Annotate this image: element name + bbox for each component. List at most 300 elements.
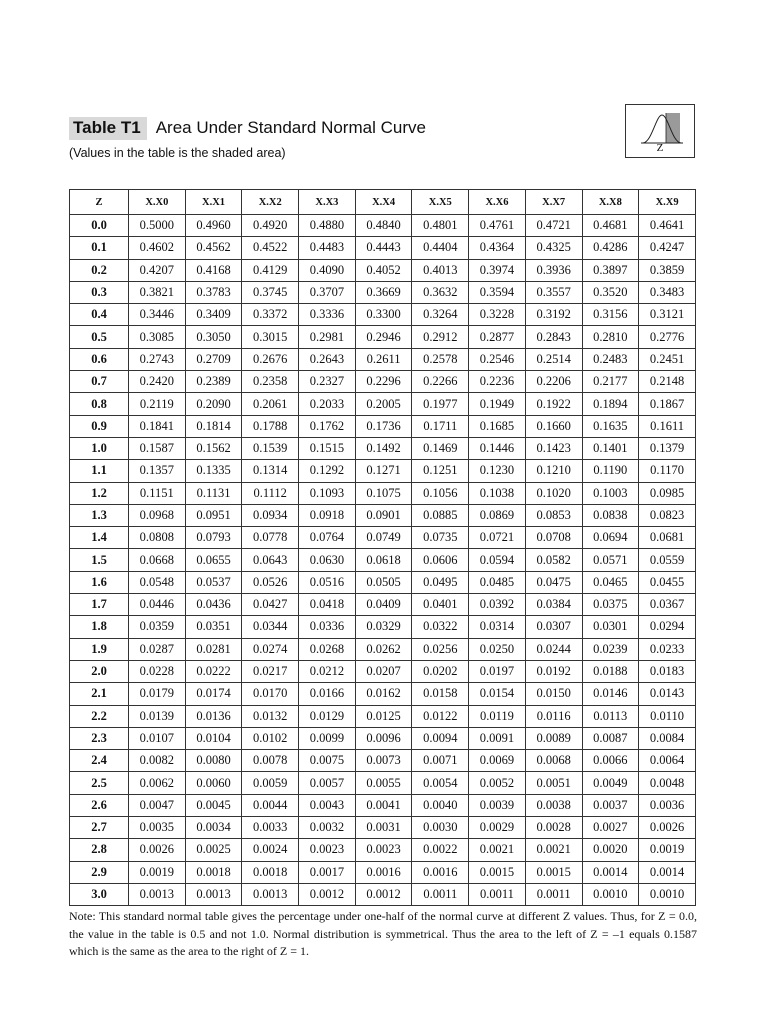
z-value-cell: 0.5 bbox=[70, 326, 129, 348]
area-value-cell: 0.0062 bbox=[129, 772, 186, 794]
area-value-cell: 0.0351 bbox=[185, 616, 242, 638]
header-z: Z bbox=[70, 190, 129, 215]
area-value-cell: 0.0287 bbox=[129, 638, 186, 660]
area-value-cell: 0.3557 bbox=[525, 281, 582, 303]
area-value-cell: 0.2877 bbox=[469, 326, 526, 348]
z-value-cell: 0.0 bbox=[70, 215, 129, 237]
area-value-cell: 0.0166 bbox=[299, 683, 356, 705]
area-value-cell: 0.0102 bbox=[242, 727, 299, 749]
area-value-cell: 0.2061 bbox=[242, 393, 299, 415]
area-value-cell: 0.0228 bbox=[129, 660, 186, 682]
area-value-cell: 0.3156 bbox=[582, 304, 639, 326]
area-value-cell: 0.0017 bbox=[299, 861, 356, 883]
area-value-cell: 0.0571 bbox=[582, 549, 639, 571]
area-value-cell: 0.1977 bbox=[412, 393, 469, 415]
area-value-cell: 0.0018 bbox=[185, 861, 242, 883]
table-row bbox=[70, 527, 696, 549]
area-value-cell: 0.1539 bbox=[242, 437, 299, 459]
area-value-cell: 0.4247 bbox=[639, 237, 696, 259]
area-value-cell: 0.0162 bbox=[355, 683, 412, 705]
area-value-cell: 0.0436 bbox=[185, 594, 242, 616]
area-value-cell: 0.0681 bbox=[639, 527, 696, 549]
area-value-cell: 0.2033 bbox=[299, 393, 356, 415]
table-row bbox=[70, 750, 696, 772]
area-value-cell: 0.3669 bbox=[355, 281, 412, 303]
area-value-cell: 0.0516 bbox=[299, 571, 356, 593]
area-value-cell: 0.0359 bbox=[129, 616, 186, 638]
table-label: Table T1 bbox=[69, 117, 147, 140]
area-value-cell: 0.0322 bbox=[412, 616, 469, 638]
area-value-cell: 0.0038 bbox=[525, 794, 582, 816]
area-value-cell: 0.1190 bbox=[582, 460, 639, 482]
area-value-cell: 0.1814 bbox=[185, 415, 242, 437]
area-value-cell: 0.4960 bbox=[185, 215, 242, 237]
area-value-cell: 0.3192 bbox=[525, 304, 582, 326]
area-value-cell: 0.0375 bbox=[582, 594, 639, 616]
area-value-cell: 0.0559 bbox=[639, 549, 696, 571]
area-value-cell: 0.0418 bbox=[299, 594, 356, 616]
area-value-cell: 0.0129 bbox=[299, 705, 356, 727]
area-value-cell: 0.1401 bbox=[582, 437, 639, 459]
area-value-cell: 0.0222 bbox=[185, 660, 242, 682]
area-value-cell: 0.0606 bbox=[412, 549, 469, 571]
area-value-cell: 0.3594 bbox=[469, 281, 526, 303]
z-value-cell: 2.5 bbox=[70, 772, 129, 794]
header-col: X.X1 bbox=[185, 190, 242, 215]
area-value-cell: 0.0013 bbox=[129, 883, 186, 905]
area-value-cell: 0.1922 bbox=[525, 393, 582, 415]
table-row bbox=[70, 817, 696, 839]
area-value-cell: 0.0023 bbox=[355, 839, 412, 861]
area-value-cell: 0.0036 bbox=[639, 794, 696, 816]
area-value-cell: 0.4286 bbox=[582, 237, 639, 259]
z-table-body bbox=[70, 215, 696, 906]
area-value-cell: 0.2912 bbox=[412, 326, 469, 348]
area-value-cell: 0.0019 bbox=[129, 861, 186, 883]
area-value-cell: 0.0014 bbox=[582, 861, 639, 883]
header-row bbox=[70, 190, 696, 215]
area-value-cell: 0.0495 bbox=[412, 571, 469, 593]
area-value-cell: 0.0268 bbox=[299, 638, 356, 660]
area-value-cell: 0.0116 bbox=[525, 705, 582, 727]
area-value-cell: 0.0336 bbox=[299, 616, 356, 638]
area-value-cell: 0.0455 bbox=[639, 571, 696, 593]
area-value-cell: 0.0250 bbox=[469, 638, 526, 660]
area-value-cell: 0.0885 bbox=[412, 504, 469, 526]
area-value-cell: 0.4880 bbox=[299, 215, 356, 237]
table-row bbox=[70, 549, 696, 571]
area-value-cell: 0.2981 bbox=[299, 326, 356, 348]
area-value-cell: 0.2546 bbox=[469, 348, 526, 370]
area-value-cell: 0.4090 bbox=[299, 259, 356, 281]
z-value-cell: 0.7 bbox=[70, 371, 129, 393]
area-value-cell: 0.0010 bbox=[639, 883, 696, 905]
area-value-cell: 0.2090 bbox=[185, 393, 242, 415]
area-value-cell: 0.0427 bbox=[242, 594, 299, 616]
area-value-cell: 0.0174 bbox=[185, 683, 242, 705]
area-value-cell: 0.3372 bbox=[242, 304, 299, 326]
area-value-cell: 0.2327 bbox=[299, 371, 356, 393]
area-value-cell: 0.0104 bbox=[185, 727, 242, 749]
area-value-cell: 0.0068 bbox=[525, 750, 582, 772]
area-value-cell: 0.3015 bbox=[242, 326, 299, 348]
area-value-cell: 0.2843 bbox=[525, 326, 582, 348]
area-value-cell: 0.1335 bbox=[185, 460, 242, 482]
area-value-cell: 0.0012 bbox=[355, 883, 412, 905]
z-value-cell: 1.4 bbox=[70, 527, 129, 549]
area-value-cell: 0.0080 bbox=[185, 750, 242, 772]
area-value-cell: 0.0188 bbox=[582, 660, 639, 682]
table-row bbox=[70, 393, 696, 415]
area-value-cell: 0.2810 bbox=[582, 326, 639, 348]
area-value-cell: 0.0838 bbox=[582, 504, 639, 526]
area-value-cell: 0.0409 bbox=[355, 594, 412, 616]
table-row bbox=[70, 839, 696, 861]
area-value-cell: 0.0823 bbox=[639, 504, 696, 526]
area-value-cell: 0.0015 bbox=[469, 861, 526, 883]
area-value-cell: 0.0217 bbox=[242, 660, 299, 682]
header-col: X.X7 bbox=[525, 190, 582, 215]
area-value-cell: 0.0212 bbox=[299, 660, 356, 682]
area-value-cell: 0.0094 bbox=[412, 727, 469, 749]
page-title: Area Under Standard Normal Curve bbox=[155, 118, 426, 137]
area-value-cell: 0.3228 bbox=[469, 304, 526, 326]
area-value-cell: 0.1131 bbox=[185, 482, 242, 504]
area-value-cell: 0.0301 bbox=[582, 616, 639, 638]
area-value-cell: 0.0139 bbox=[129, 705, 186, 727]
area-value-cell: 0.0032 bbox=[299, 817, 356, 839]
area-value-cell: 0.0113 bbox=[582, 705, 639, 727]
z-value-cell: 1.9 bbox=[70, 638, 129, 660]
area-value-cell: 0.0059 bbox=[242, 772, 299, 794]
area-value-cell: 0.0021 bbox=[469, 839, 526, 861]
area-value-cell: 0.0183 bbox=[639, 660, 696, 682]
area-value-cell: 0.0014 bbox=[639, 861, 696, 883]
area-value-cell: 0.1093 bbox=[299, 482, 356, 504]
area-value-cell: 0.2676 bbox=[242, 348, 299, 370]
area-value-cell: 0.4681 bbox=[582, 215, 639, 237]
area-value-cell: 0.0274 bbox=[242, 638, 299, 660]
area-value-cell: 0.0344 bbox=[242, 616, 299, 638]
z-value-cell: 0.3 bbox=[70, 281, 129, 303]
area-value-cell: 0.1762 bbox=[299, 415, 356, 437]
area-value-cell: 0.3707 bbox=[299, 281, 356, 303]
area-value-cell: 0.0011 bbox=[469, 883, 526, 905]
icon-z-label: Z bbox=[656, 142, 664, 154]
area-value-cell: 0.1469 bbox=[412, 437, 469, 459]
z-value-cell: 2.1 bbox=[70, 683, 129, 705]
area-value-cell: 0.4801 bbox=[412, 215, 469, 237]
area-value-cell: 0.0154 bbox=[469, 683, 526, 705]
area-value-cell: 0.1736 bbox=[355, 415, 412, 437]
area-value-cell: 0.1446 bbox=[469, 437, 526, 459]
area-value-cell: 0.4404 bbox=[412, 237, 469, 259]
area-value-cell: 0.0010 bbox=[582, 883, 639, 905]
area-value-cell: 0.1841 bbox=[129, 415, 186, 437]
area-value-cell: 0.0202 bbox=[412, 660, 469, 682]
area-value-cell: 0.0119 bbox=[469, 705, 526, 727]
table-row bbox=[70, 326, 696, 348]
z-value-cell: 0.2 bbox=[70, 259, 129, 281]
area-value-cell: 0.0107 bbox=[129, 727, 186, 749]
area-value-cell: 0.0721 bbox=[469, 527, 526, 549]
area-value-cell: 0.0262 bbox=[355, 638, 412, 660]
area-value-cell: 0.3264 bbox=[412, 304, 469, 326]
area-value-cell: 0.0918 bbox=[299, 504, 356, 526]
area-value-cell: 0.0057 bbox=[299, 772, 356, 794]
area-value-cell: 0.0778 bbox=[242, 527, 299, 549]
area-value-cell: 0.0035 bbox=[129, 817, 186, 839]
area-value-cell: 0.1492 bbox=[355, 437, 412, 459]
table-row bbox=[70, 594, 696, 616]
area-value-cell: 0.0136 bbox=[185, 705, 242, 727]
area-value-cell: 0.0793 bbox=[185, 527, 242, 549]
area-value-cell: 0.0075 bbox=[299, 750, 356, 772]
area-value-cell: 0.3897 bbox=[582, 259, 639, 281]
area-value-cell: 0.2776 bbox=[639, 326, 696, 348]
area-value-cell: 0.0026 bbox=[639, 817, 696, 839]
area-value-cell: 0.1949 bbox=[469, 393, 526, 415]
area-value-cell: 0.0048 bbox=[639, 772, 696, 794]
area-value-cell: 0.0024 bbox=[242, 839, 299, 861]
area-value-cell: 0.0052 bbox=[469, 772, 526, 794]
area-value-cell: 0.0043 bbox=[299, 794, 356, 816]
area-value-cell: 0.0146 bbox=[582, 683, 639, 705]
header-col: X.X2 bbox=[242, 190, 299, 215]
area-value-cell: 0.0158 bbox=[412, 683, 469, 705]
area-value-cell: 0.2148 bbox=[639, 371, 696, 393]
area-value-cell: 0.0749 bbox=[355, 527, 412, 549]
z-value-cell: 2.3 bbox=[70, 727, 129, 749]
area-value-cell: 0.0143 bbox=[639, 683, 696, 705]
area-value-cell: 0.0011 bbox=[412, 883, 469, 905]
area-value-cell: 0.4052 bbox=[355, 259, 412, 281]
area-value-cell: 0.2236 bbox=[469, 371, 526, 393]
area-value-cell: 0.0016 bbox=[355, 861, 412, 883]
area-value-cell: 0.0985 bbox=[639, 482, 696, 504]
area-value-cell: 0.0031 bbox=[355, 817, 412, 839]
area-value-cell: 0.0618 bbox=[355, 549, 412, 571]
area-value-cell: 0.1611 bbox=[639, 415, 696, 437]
area-value-cell: 0.1423 bbox=[525, 437, 582, 459]
area-value-cell: 0.1894 bbox=[582, 393, 639, 415]
area-value-cell: 0.1170 bbox=[639, 460, 696, 482]
table-row bbox=[70, 348, 696, 370]
area-value-cell: 0.0446 bbox=[129, 594, 186, 616]
area-value-cell: 0.0367 bbox=[639, 594, 696, 616]
area-value-cell: 0.4840 bbox=[355, 215, 412, 237]
table-row bbox=[70, 883, 696, 905]
area-value-cell: 0.0071 bbox=[412, 750, 469, 772]
area-value-cell: 0.0018 bbox=[242, 861, 299, 883]
area-value-cell: 0.0281 bbox=[185, 638, 242, 660]
area-value-cell: 0.0078 bbox=[242, 750, 299, 772]
area-value-cell: 0.0054 bbox=[412, 772, 469, 794]
z-value-cell: 0.1 bbox=[70, 237, 129, 259]
table-row bbox=[70, 794, 696, 816]
area-value-cell: 0.0045 bbox=[185, 794, 242, 816]
z-value-cell: 2.2 bbox=[70, 705, 129, 727]
area-value-cell: 0.0594 bbox=[469, 549, 526, 571]
z-value-cell: 1.5 bbox=[70, 549, 129, 571]
area-value-cell: 0.4443 bbox=[355, 237, 412, 259]
area-value-cell: 0.2578 bbox=[412, 348, 469, 370]
area-value-cell: 0.0582 bbox=[525, 549, 582, 571]
area-value-cell: 0.0735 bbox=[412, 527, 469, 549]
area-value-cell: 0.0132 bbox=[242, 705, 299, 727]
table-row bbox=[70, 437, 696, 459]
area-value-cell: 0.0099 bbox=[299, 727, 356, 749]
area-value-cell: 0.0084 bbox=[639, 727, 696, 749]
z-value-cell: 1.2 bbox=[70, 482, 129, 504]
table-row bbox=[70, 660, 696, 682]
area-value-cell: 0.0465 bbox=[582, 571, 639, 593]
area-value-cell: 0.0055 bbox=[355, 772, 412, 794]
area-value-cell: 0.0096 bbox=[355, 727, 412, 749]
area-value-cell: 0.2483 bbox=[582, 348, 639, 370]
header-col: X.X3 bbox=[299, 190, 356, 215]
area-value-cell: 0.0011 bbox=[525, 883, 582, 905]
area-value-cell: 0.0485 bbox=[469, 571, 526, 593]
area-value-cell: 0.0051 bbox=[525, 772, 582, 794]
area-value-cell: 0.1003 bbox=[582, 482, 639, 504]
table-row bbox=[70, 304, 696, 326]
header-col: X.X0 bbox=[129, 190, 186, 215]
area-value-cell: 0.2266 bbox=[412, 371, 469, 393]
area-value-cell: 0.0027 bbox=[582, 817, 639, 839]
z-table-head bbox=[70, 190, 696, 215]
area-value-cell: 0.0066 bbox=[582, 750, 639, 772]
area-value-cell: 0.0392 bbox=[469, 594, 526, 616]
area-value-cell: 0.3050 bbox=[185, 326, 242, 348]
area-value-cell: 0.1038 bbox=[469, 482, 526, 504]
area-value-cell: 0.0028 bbox=[525, 817, 582, 839]
area-value-cell: 0.0016 bbox=[412, 861, 469, 883]
area-value-cell: 0.1788 bbox=[242, 415, 299, 437]
z-value-cell: 1.6 bbox=[70, 571, 129, 593]
area-value-cell: 0.3745 bbox=[242, 281, 299, 303]
area-value-cell: 0.4207 bbox=[129, 259, 186, 281]
area-value-cell: 0.0537 bbox=[185, 571, 242, 593]
area-value-cell: 0.2177 bbox=[582, 371, 639, 393]
area-value-cell: 0.0901 bbox=[355, 504, 412, 526]
area-value-cell: 0.0694 bbox=[582, 527, 639, 549]
z-value-cell: 2.4 bbox=[70, 750, 129, 772]
area-value-cell: 0.0025 bbox=[185, 839, 242, 861]
area-value-cell: 0.5000 bbox=[129, 215, 186, 237]
area-value-cell: 0.0041 bbox=[355, 794, 412, 816]
area-value-cell: 0.2420 bbox=[129, 371, 186, 393]
area-value-cell: 0.2643 bbox=[299, 348, 356, 370]
area-value-cell: 0.2514 bbox=[525, 348, 582, 370]
table-row bbox=[70, 460, 696, 482]
area-value-cell: 0.1357 bbox=[129, 460, 186, 482]
area-value-cell: 0.1635 bbox=[582, 415, 639, 437]
area-value-cell: 0.3409 bbox=[185, 304, 242, 326]
area-value-cell: 0.1151 bbox=[129, 482, 186, 504]
table-row bbox=[70, 215, 696, 237]
table-row bbox=[70, 259, 696, 281]
area-value-cell: 0.0853 bbox=[525, 504, 582, 526]
area-value-cell: 0.0020 bbox=[582, 839, 639, 861]
table-row bbox=[70, 772, 696, 794]
area-value-cell: 0.0091 bbox=[469, 727, 526, 749]
area-value-cell: 0.3483 bbox=[639, 281, 696, 303]
area-value-cell: 0.0197 bbox=[469, 660, 526, 682]
z-value-cell: 2.8 bbox=[70, 839, 129, 861]
area-value-cell: 0.1251 bbox=[412, 460, 469, 482]
area-value-cell: 0.0256 bbox=[412, 638, 469, 660]
area-value-cell: 0.4761 bbox=[469, 215, 526, 237]
area-value-cell: 0.0808 bbox=[129, 527, 186, 549]
area-value-cell: 0.0179 bbox=[129, 683, 186, 705]
area-value-cell: 0.0015 bbox=[525, 861, 582, 883]
area-value-cell: 0.1314 bbox=[242, 460, 299, 482]
area-value-cell: 0.0934 bbox=[242, 504, 299, 526]
area-value-cell: 0.4013 bbox=[412, 259, 469, 281]
header-col: X.X8 bbox=[582, 190, 639, 215]
area-value-cell: 0.0244 bbox=[525, 638, 582, 660]
area-value-cell: 0.0073 bbox=[355, 750, 412, 772]
area-value-cell: 0.0029 bbox=[469, 817, 526, 839]
header-col: X.X4 bbox=[355, 190, 412, 215]
area-value-cell: 0.1515 bbox=[299, 437, 356, 459]
area-value-cell: 0.0013 bbox=[185, 883, 242, 905]
area-value-cell: 0.4483 bbox=[299, 237, 356, 259]
area-value-cell: 0.4721 bbox=[525, 215, 582, 237]
table-row bbox=[70, 415, 696, 437]
z-value-cell: 1.8 bbox=[70, 616, 129, 638]
area-value-cell: 0.4325 bbox=[525, 237, 582, 259]
z-value-cell: 3.0 bbox=[70, 883, 129, 905]
area-value-cell: 0.0708 bbox=[525, 527, 582, 549]
table-row bbox=[70, 371, 696, 393]
area-value-cell: 0.0192 bbox=[525, 660, 582, 682]
table-row bbox=[70, 571, 696, 593]
area-value-cell: 0.1020 bbox=[525, 482, 582, 504]
table-row bbox=[70, 683, 696, 705]
table-row bbox=[70, 504, 696, 526]
area-value-cell: 0.0037 bbox=[582, 794, 639, 816]
z-value-cell: 0.6 bbox=[70, 348, 129, 370]
area-value-cell: 0.1379 bbox=[639, 437, 696, 459]
area-value-cell: 0.2206 bbox=[525, 371, 582, 393]
area-value-cell: 0.0314 bbox=[469, 616, 526, 638]
area-value-cell: 0.0110 bbox=[639, 705, 696, 727]
area-value-cell: 0.0384 bbox=[525, 594, 582, 616]
area-value-cell: 0.0019 bbox=[639, 839, 696, 861]
header-col: X.X6 bbox=[469, 190, 526, 215]
area-value-cell: 0.2946 bbox=[355, 326, 412, 348]
area-value-cell: 0.0329 bbox=[355, 616, 412, 638]
area-value-cell: 0.0170 bbox=[242, 683, 299, 705]
area-value-cell: 0.2005 bbox=[355, 393, 412, 415]
area-value-cell: 0.3520 bbox=[582, 281, 639, 303]
area-value-cell: 0.1271 bbox=[355, 460, 412, 482]
area-value-cell: 0.0040 bbox=[412, 794, 469, 816]
area-value-cell: 0.4364 bbox=[469, 237, 526, 259]
area-value-cell: 0.1230 bbox=[469, 460, 526, 482]
area-value-cell: 0.0505 bbox=[355, 571, 412, 593]
area-value-cell: 0.1685 bbox=[469, 415, 526, 437]
area-value-cell: 0.0033 bbox=[242, 817, 299, 839]
area-value-cell: 0.3300 bbox=[355, 304, 412, 326]
area-value-cell: 0.0023 bbox=[299, 839, 356, 861]
area-value-cell: 0.1292 bbox=[299, 460, 356, 482]
area-value-cell: 0.1056 bbox=[412, 482, 469, 504]
area-value-cell: 0.2358 bbox=[242, 371, 299, 393]
area-value-cell: 0.0233 bbox=[639, 638, 696, 660]
